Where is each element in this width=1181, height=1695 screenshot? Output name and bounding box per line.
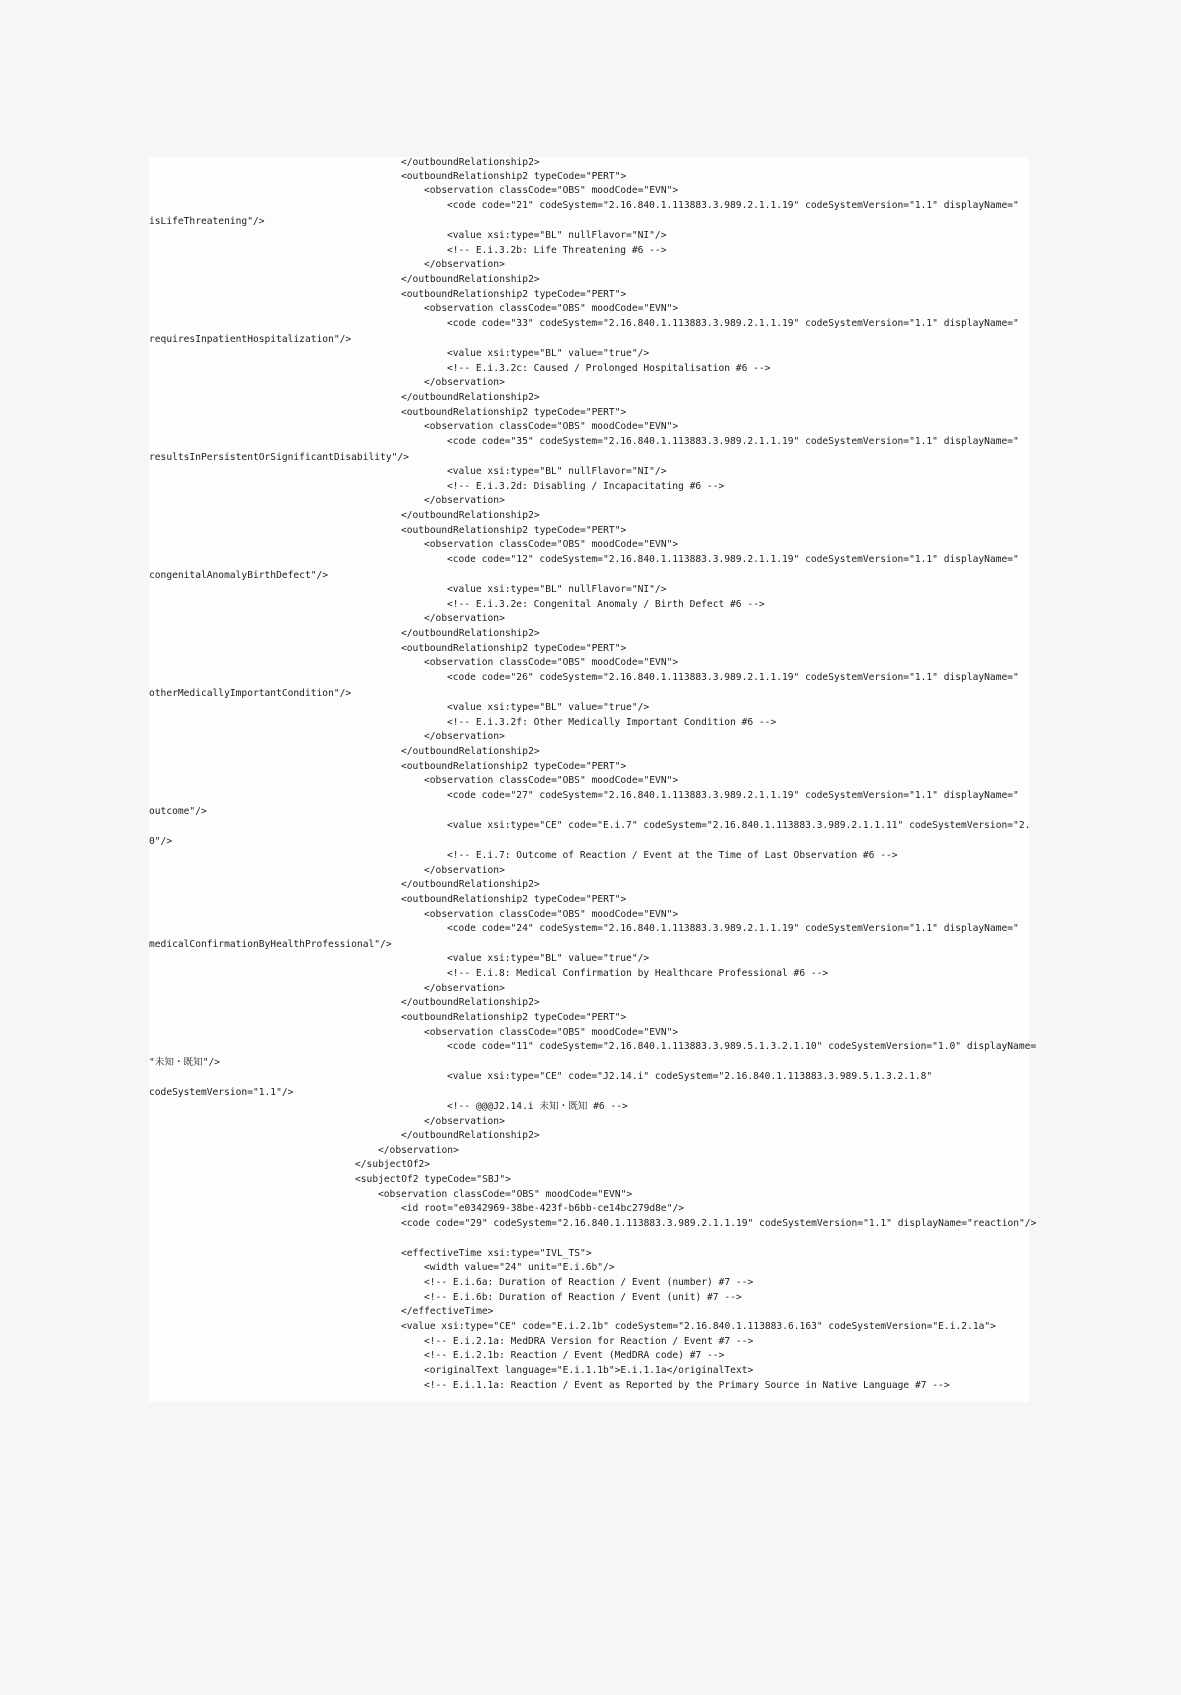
code-line: </outboundRelationship2> [401,997,540,1008]
code-line: </subjectOf2> [355,1159,431,1170]
code-line: "未知・既知"/> [149,1057,221,1068]
xml-code-block [149,157,1037,1402]
code-line: <value xsi:type="BL" value="true"/> [447,348,650,359]
code-line: </observation> [424,377,505,388]
code-line: <code code="35" codeSystem="2.16.840.1.113883.3.989.2.1.1.19" codeSystemVersion="1.1" displayName=" [447,436,1019,447]
code-line: <!-- @@@J2.14.i 未知・既知 #6 --> [447,1101,628,1112]
code-line: <!-- E.i.3.2c: Caused / Prolonged Hospitalisation #6 --> [447,363,771,374]
code-line: </outboundRelationship2> [401,157,540,168]
code-line: </outboundRelationship2> [401,510,540,521]
code-line: <value xsi:type="BL" value="true"/> [447,702,650,713]
code-line: </outboundRelationship2> [401,628,540,639]
code-line: </outboundRelationship2> [401,879,540,890]
code-line: <!-- E.i.6b: Duration of Reaction / Event (unit) #7 --> [424,1292,742,1303]
code-line: <code code="27" codeSystem="2.16.840.1.113883.3.989.2.1.1.19" codeSystemVersion="1.1" displayName=" [447,790,1019,801]
code-line: <!-- E.i.3.2d: Disabling / Incapacitating #6 --> [447,481,725,492]
code-line: congenitalAnomalyBirthDefect"/> [149,570,329,581]
code-line: codeSystemVersion="1.1"/> [149,1087,294,1098]
code-line: <code code="21" codeSystem="2.16.840.1.113883.3.989.2.1.1.19" codeSystemVersion="1.1" displayName=" [447,200,1019,211]
code-line: <code code="12" codeSystem="2.16.840.1.113883.3.989.2.1.1.19" codeSystemVersion="1.1" displayName=" [447,554,1019,565]
code-line: <originalText language="E.i.1.1b">E.i.1.1a</originalText> [424,1365,754,1376]
code-line: <!-- E.i.2.1b: Reaction / Event (MedDRA code) #7 --> [424,1350,725,1361]
code-line: <observation classCode="OBS" moodCode="EVN"> [424,657,679,668]
code-line: </outboundRelationship2> [401,1130,540,1141]
code-line: <!-- E.i.3.2f: Other Medically Important Condition #6 --> [447,717,777,728]
code-line: </outboundRelationship2> [401,392,540,403]
code-line: <code code="29" codeSystem="2.16.840.1.113883.3.989.2.1.1.19" codeSystemVersion="1.1" displayName="reaction"/> [401,1218,1037,1229]
code-line: <outboundRelationship2 typeCode="PERT"> [401,407,627,418]
code-line: <observation classCode="OBS" moodCode="EVN"> [424,421,679,432]
code-line: <code code="11" codeSystem="2.16.840.1.113883.3.989.5.1.3.2.1.10" codeSystemVersion="1.0" displayName= [447,1041,1037,1052]
code-line: <observation classCode="OBS" moodCode="EVN"> [424,1027,679,1038]
code-line: <value xsi:type="BL" nullFlavor="NI"/> [447,230,667,241]
code-line: <value xsi:type="CE" code="E.i.7" codeSystem="2.16.840.1.113883.3.989.2.1.1.11" codeSystemVersion="2. [447,820,1031,831]
code-line: <code code="33" codeSystem="2.16.840.1.113883.3.989.2.1.1.19" codeSystemVersion="1.1" displayName=" [447,318,1019,329]
code-line: </observation> [424,495,505,506]
code-line: <outboundRelationship2 typeCode="PERT"> [401,643,627,654]
code-line: <observation classCode="OBS" moodCode="EVN"> [424,909,679,920]
code-line: <value xsi:type="BL" value="true"/> [447,953,650,964]
code-line: requiresInpatientHospitalization"/> [149,334,352,345]
code-line: <outboundRelationship2 typeCode="PERT"> [401,171,627,182]
code-line: <value xsi:type="CE" code="E.i.2.1b" codeSystem="2.16.840.1.113883.6.163" codeSystemVersion="E.i.2.1a"> [401,1321,996,1332]
code-line: <value xsi:type="CE" code="J2.14.i" codeSystem="2.16.840.1.113883.3.989.5.1.3.2.1.8" [447,1071,933,1082]
code-line: </observation> [424,865,505,876]
code-line: <value xsi:type="BL" nullFlavor="NI"/> [447,584,667,595]
code-line: <outboundRelationship2 typeCode="PERT"> [401,761,627,772]
code-line: outcome"/> [149,806,207,817]
code-line: <outboundRelationship2 typeCode="PERT"> [401,1012,627,1023]
code-line: <outboundRelationship2 typeCode="PERT"> [401,289,627,300]
code-line: <subjectOf2 typeCode="SBJ"> [355,1174,511,1185]
code-line: <effectiveTime xsi:type="IVL_TS"> [401,1248,592,1259]
code-line: <!-- E.i.6a: Duration of Reaction / Event (number) #7 --> [424,1277,754,1288]
code-line: <observation classCode="OBS" moodCode="EVN"> [424,303,679,314]
code-line: <outboundRelationship2 typeCode="PERT"> [401,894,627,905]
code-line: </outboundRelationship2> [401,274,540,285]
code-line: resultsInPersistentOrSignificantDisability"/> [149,452,409,463]
code-line: </observation> [424,1116,505,1127]
code-line: <observation classCode="OBS" moodCode="EVN"> [378,1189,633,1200]
code-line: isLifeThreatening"/> [149,216,265,227]
code-line: </observation> [424,613,505,624]
code-line: <observation classCode="OBS" moodCode="EVN"> [424,185,679,196]
code-line: <!-- E.i.1.1a: Reaction / Event as Reported by the Primary Source in Native Language #7 --> [424,1380,950,1391]
code-line: otherMedicallyImportantCondition"/> [149,688,352,699]
code-line: <!-- E.i.8: Medical Confirmation by Healthcare Professional #6 --> [447,968,829,979]
code-line: <width value="24" unit="E.i.6b"/> [424,1262,615,1273]
code-line: <value xsi:type="BL" nullFlavor="NI"/> [447,466,667,477]
code-line: <outboundRelationship2 typeCode="PERT"> [401,525,627,536]
code-line: medicalConfirmationByHealthProfessional"/> [149,939,392,950]
code-line: </observation> [424,259,505,270]
code-line: </observation> [378,1145,459,1156]
code-line: <!-- E.i.3.2b: Life Threatening #6 --> [447,245,667,256]
code-line: </observation> [424,983,505,994]
code-line: </effectiveTime> [401,1306,494,1317]
code-line: <observation classCode="OBS" moodCode="EVN"> [424,775,679,786]
code-line: <!-- E.i.2.1a: MedDRA Version for Reaction / Event #7 --> [424,1336,754,1347]
code-line: <!-- E.i.7: Outcome of Reaction / Event at the Time of Last Observation #6 --> [447,850,898,861]
code-line: <!-- E.i.3.2e: Congenital Anomaly / Birth Defect #6 --> [447,599,765,610]
code-line: <id root="e0342969-38be-423f-b6bb-ce14bc279d8e"/> [401,1203,685,1214]
code-line: <code code="26" codeSystem="2.16.840.1.113883.3.989.2.1.1.19" codeSystemVersion="1.1" displayName=" [447,672,1019,683]
code-line: 0"/> [149,836,173,847]
code-line: </outboundRelationship2> [401,746,540,757]
code-line: </observation> [424,731,505,742]
code-line: <code code="24" codeSystem="2.16.840.1.113883.3.989.2.1.1.19" codeSystemVersion="1.1" displayName=" [447,923,1019,934]
code-line: <observation classCode="OBS" moodCode="EVN"> [424,539,679,550]
